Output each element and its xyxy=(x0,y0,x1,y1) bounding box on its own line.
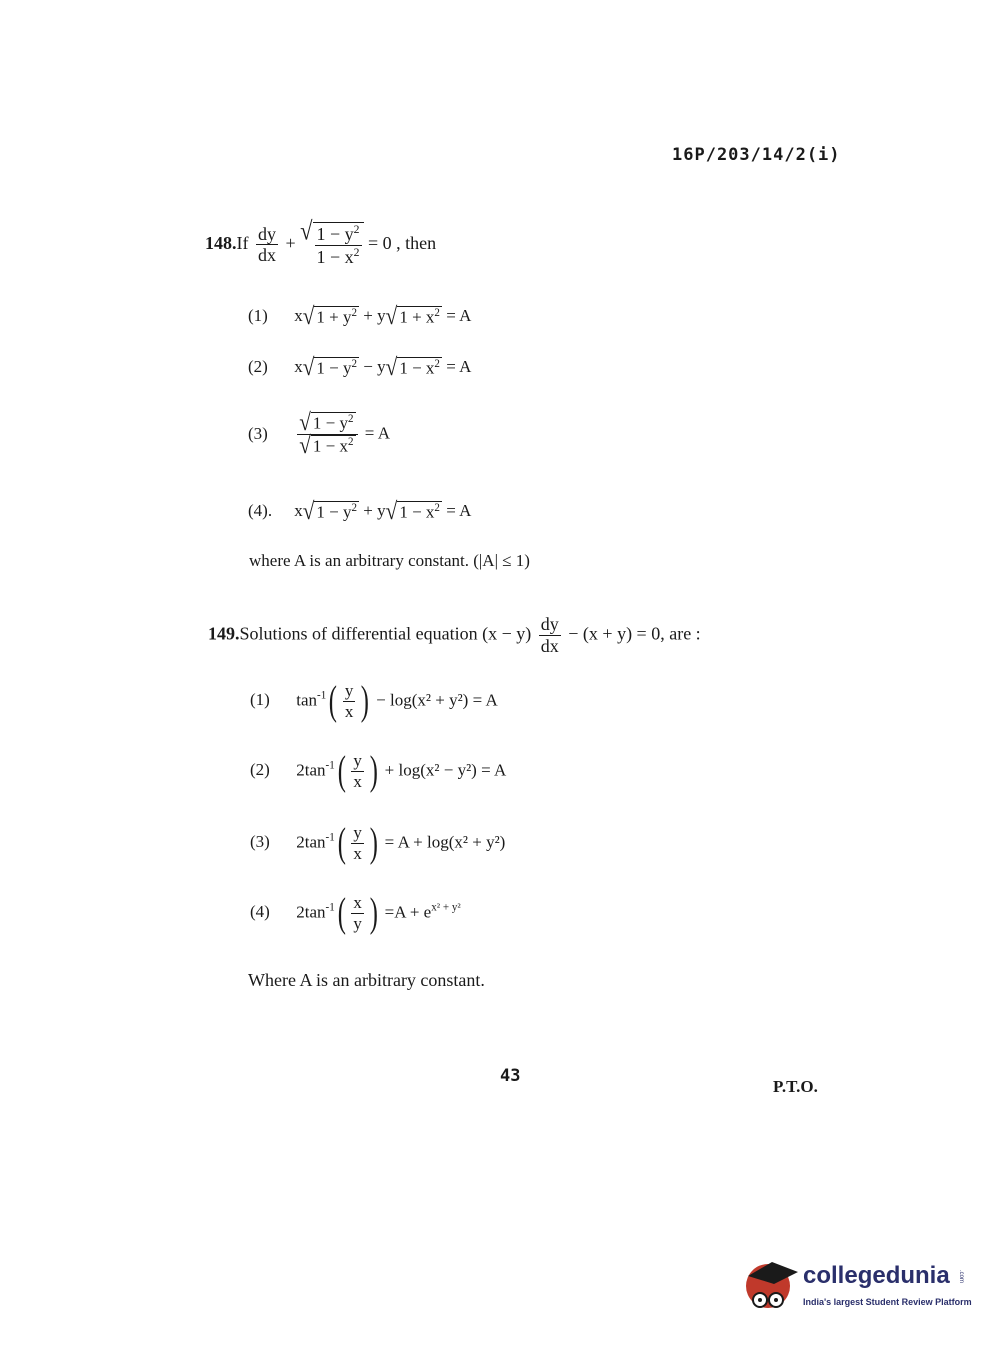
exponent: 2 xyxy=(351,358,358,371)
exponent: 2 xyxy=(353,223,360,236)
sqrt-expression: √ $1 + x^2$ xyxy=(385,302,440,330)
math-term: =A + e xyxy=(384,902,432,922)
option-148-3 xyxy=(248,408,390,459)
math-term: − y xyxy=(363,357,386,376)
paper-code: 16P/203/14/2(i) xyxy=(672,145,841,165)
math-term: = A xyxy=(446,501,472,520)
paren-fraction: ( $\frac{y}{x}$ ) xyxy=(328,678,370,723)
math-term: = A + log(x² + y²) xyxy=(384,832,506,852)
math-term: − log(x² + y²) = A xyxy=(376,690,498,710)
exponent: 2 xyxy=(434,358,440,371)
math-term: 2tan xyxy=(296,902,326,922)
derivative-fraction xyxy=(256,224,278,266)
sqrt-expression: √ $1 - x^2$ xyxy=(385,353,440,381)
fraction-denominator: dx xyxy=(258,245,276,266)
mascot-icon xyxy=(746,1262,798,1308)
fraction-numerator: y xyxy=(344,681,354,701)
exponent: 2 xyxy=(348,436,354,449)
math-term: x xyxy=(294,306,303,325)
exponent: 2 xyxy=(348,413,354,426)
exponent: -1 xyxy=(325,759,335,772)
radicand: 1 − x xyxy=(399,502,435,522)
question-text: , then xyxy=(396,232,437,253)
paren-fraction: ( $\frac{y}{x}$ ) xyxy=(337,820,378,865)
question-149 xyxy=(208,614,701,656)
option-148-1 xyxy=(248,302,472,330)
math-term: x xyxy=(294,501,303,520)
radicand: 1 − y xyxy=(312,413,349,433)
logo-brand-name: collegedunia xyxy=(803,1262,950,1289)
fraction-denominator: y xyxy=(353,913,362,933)
option-149-4 xyxy=(250,890,461,935)
math-term: tan xyxy=(296,690,318,710)
option-149-1 xyxy=(250,678,498,723)
math-term: x xyxy=(294,357,303,376)
equals-zero: = 0 xyxy=(368,232,392,253)
question-text: Solutions of differential equation (x − y) xyxy=(239,623,532,644)
exponent: -1 xyxy=(325,831,335,844)
fraction-numerator: 1 − y xyxy=(316,224,354,244)
option-148-2 xyxy=(248,353,472,381)
paren-fraction: ( $\frac{y}{x}$ ) xyxy=(337,748,378,793)
sqrt-expression: √ $1 - x^2$ xyxy=(385,497,440,525)
logo-brand-suffix: .com xyxy=(958,1270,964,1284)
plus-sign: + xyxy=(285,232,296,253)
logo-tagline: India's largest Student Review Platform xyxy=(803,1297,972,1307)
fraction-denominator: 1 − x xyxy=(316,246,354,267)
sqrt-expression: √ $1 - y^2$ xyxy=(302,353,358,381)
fraction-numerator: y xyxy=(353,823,362,843)
math-term: + y xyxy=(363,501,386,520)
exponent: x² + y² xyxy=(431,901,461,914)
math-term: 2tan xyxy=(296,832,326,852)
fraction-numerator: x xyxy=(353,893,362,913)
option-label: (1) xyxy=(250,690,270,710)
fraction-numerator: dy xyxy=(258,223,276,244)
sqrt-expression: √ $1 + y^2$ xyxy=(302,302,358,330)
math-term: = A xyxy=(364,423,390,443)
pto-label: P.T.O. xyxy=(773,1077,818,1096)
math-term: 2tan xyxy=(296,760,326,780)
page-number: 43 xyxy=(500,1066,521,1086)
fraction-denominator: x xyxy=(353,843,362,863)
option-label: (3) xyxy=(250,832,270,852)
exponent: -1 xyxy=(325,901,335,914)
note-148: where A is an arbitrary constant. (|A| ≤ 1) xyxy=(249,551,530,570)
math-term: + y xyxy=(363,306,386,325)
note-149: Where A is an arbitrary constant. xyxy=(248,970,485,990)
option-149-2 xyxy=(250,748,507,793)
radicand: 1 + y xyxy=(316,307,352,327)
radicand-fraction xyxy=(315,223,362,267)
derivative-fraction xyxy=(539,614,561,656)
exponent: 2 xyxy=(434,307,440,320)
question-number: 148. xyxy=(205,232,237,253)
option-label: (4). xyxy=(248,501,273,520)
radicand: 1 − y xyxy=(316,502,352,522)
sqrt-expression xyxy=(300,216,363,267)
exponent: 2 xyxy=(351,502,358,515)
option-149-3 xyxy=(250,820,506,865)
radicand: 1 − x xyxy=(399,358,435,378)
exponent: 2 xyxy=(434,502,440,515)
option-148-4 xyxy=(248,497,472,525)
radicand: 1 + x xyxy=(399,307,435,327)
exponent: -1 xyxy=(317,689,327,702)
fraction-denominator: x xyxy=(353,771,362,791)
exponent: 2 xyxy=(353,245,360,259)
math-term: = A xyxy=(446,357,472,376)
option-label: (2) xyxy=(250,760,270,780)
option-label: (1) xyxy=(248,306,268,325)
option-label: (4) xyxy=(250,902,270,922)
question-148 xyxy=(205,216,437,267)
option-label: (3) xyxy=(248,423,268,443)
sqrt-expression: √ $1 - y^2$ xyxy=(302,497,358,525)
fraction-numerator: dy xyxy=(540,614,559,634)
paren-fraction: ( $\frac{x}{y}$ ) xyxy=(337,890,378,935)
radicand: 1 − y xyxy=(316,358,352,378)
option-label: (2) xyxy=(248,357,268,376)
math-term: = A xyxy=(446,306,472,325)
question-number: 149. xyxy=(208,623,240,644)
fraction-denominator: x xyxy=(344,701,354,721)
sqrt-fraction: √ $1 - y^2$ √ $1 - x^2$ xyxy=(297,412,357,457)
radical-sign: √ xyxy=(300,216,313,246)
exponent: 2 xyxy=(351,307,358,320)
question-text: − (x + y) = 0, are : xyxy=(568,623,701,644)
fraction-numerator: y xyxy=(353,751,362,771)
radicand: 1 − x xyxy=(312,436,349,456)
fraction-denominator: dx xyxy=(540,635,559,656)
question-text: If xyxy=(236,232,249,253)
math-term: + log(x² − y²) = A xyxy=(384,760,507,780)
